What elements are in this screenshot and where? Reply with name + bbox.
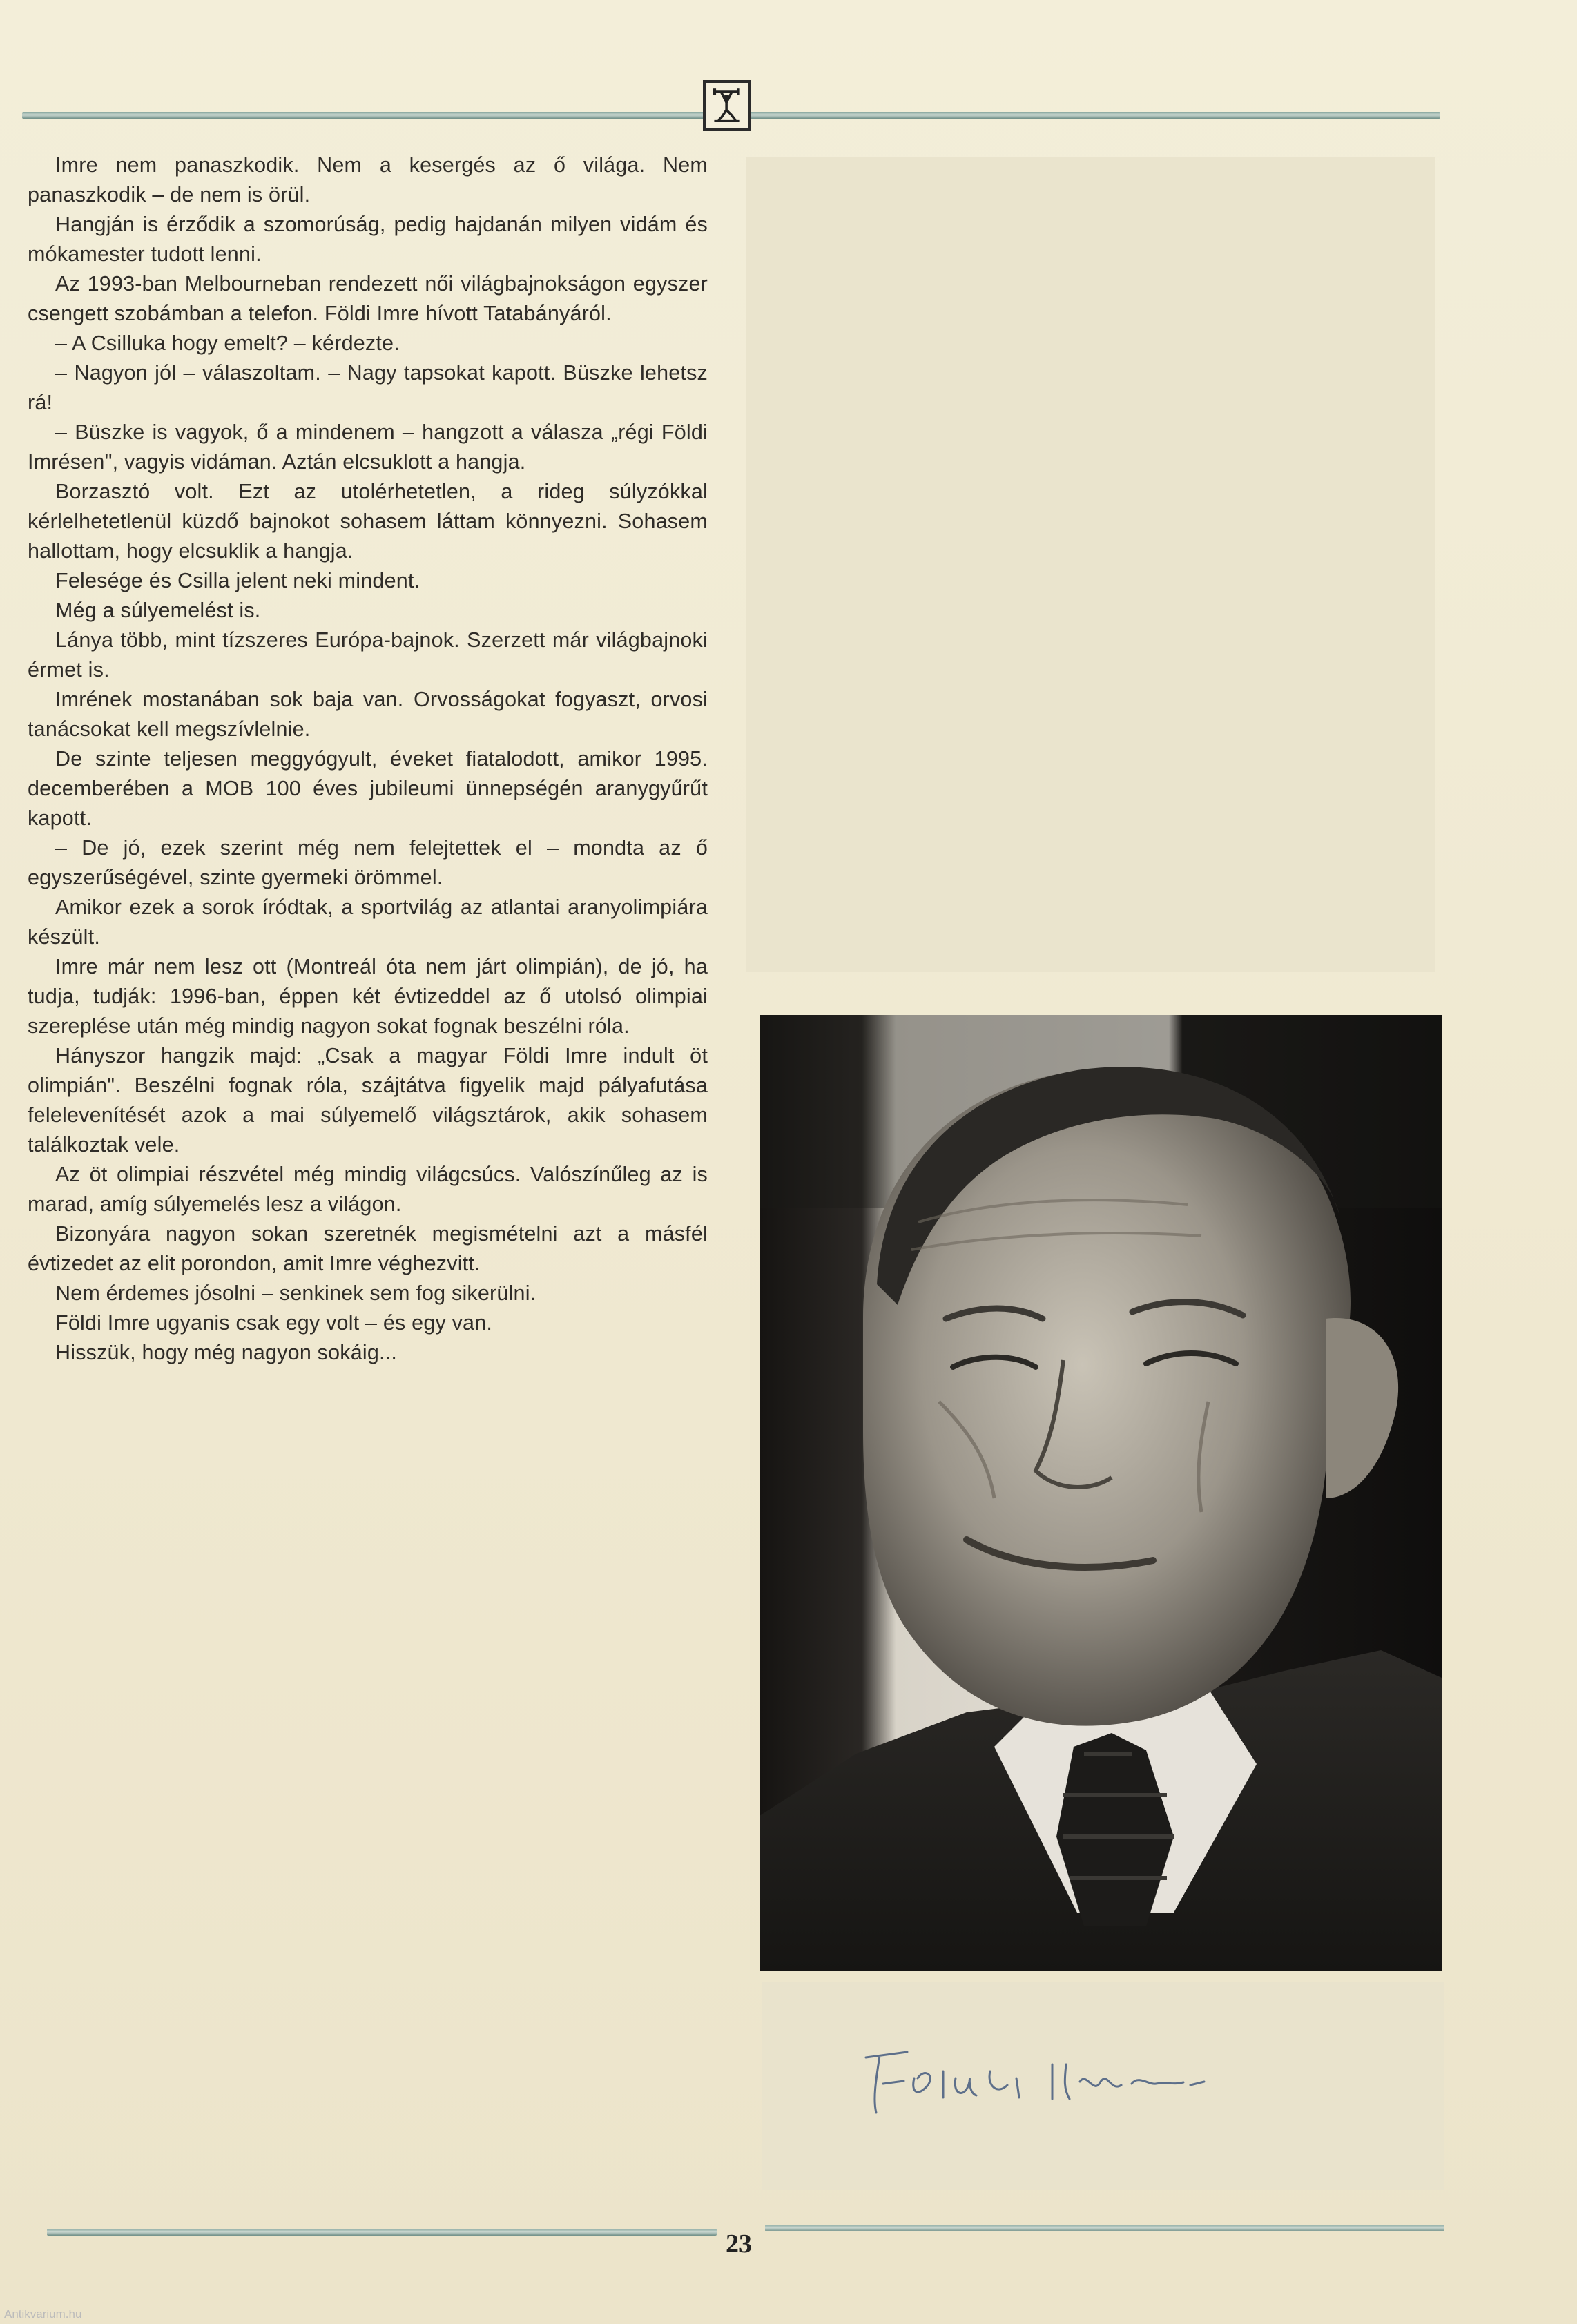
paragraph: Hisszük, hogy még nagyon sokáig... bbox=[55, 1341, 398, 1364]
signature bbox=[762, 1982, 1444, 2190]
bottom-rule-right bbox=[765, 2225, 1444, 2231]
weightlifter-icon bbox=[703, 80, 751, 131]
paragraph: Hányszor hangzik majd: „Csak a magyar Földi Imre indult öt olimpián". Beszélni fognak róla, szájtátva figyelik majd pályafutása felelevenítését azok a mai súlyemelő világsztárok, akik sohasem találkoztak vele. bbox=[28, 1044, 708, 1156]
paragraph: Imre nem panaszkodik. Nem a kesergés az ő világa. Nem panaszkodik – de nem is örül. bbox=[28, 153, 708, 206]
top-rule-left bbox=[22, 112, 704, 119]
paragraph: – Büszke is vagyok, ő a mindenem – hangzott a válasza „régi Földi Imrésen", vagyis vidáman. Aztán elcsuklott a hangja. bbox=[28, 420, 708, 474]
paragraph: – A Csilluka hogy emelt? – kérdezte. bbox=[55, 331, 400, 355]
page-number: 23 bbox=[726, 2229, 752, 2258]
paragraph: Amikor ezek a sorok íródtak, a sportvilág az atlantai aranyolimpiára készült. bbox=[28, 895, 708, 949]
paragraph: Földi Imre ugyanis csak egy volt – és egy van. bbox=[55, 1311, 493, 1335]
watermark: Antikvarium.hu bbox=[4, 2307, 82, 2321]
paragraph: – De jó, ezek szerint még nem felejtettek el – mondta az ő egyszerűségével, szinte gyermeki örömmel. bbox=[28, 836, 708, 889]
article-text bbox=[28, 151, 708, 1368]
top-rule-right bbox=[750, 112, 1440, 119]
paragraph: Az 1993-ban Melbourneban rendezett női világbajnokságon egyszer csengett szobámban a telefon. Földi Imre hívott Tatabányáról. bbox=[28, 272, 708, 325]
paragraph: Imrének mostanában sok baja van. Orvosságokat fogyaszt, orvosi tanácsokat kell megszívlelnie. bbox=[28, 688, 708, 741]
paragraph: Még a súlyemelést is. bbox=[55, 599, 261, 622]
paragraph: Hangján is érződik a szomorúság, pedig hajdanán milyen vidám és mókamester tudott lenni. bbox=[28, 213, 708, 266]
paragraph: Lánya több, mint tízszeres Európa-bajnok. Szerzett már világbajnoki érmet is. bbox=[28, 628, 708, 681]
bottom-rule-left bbox=[47, 2229, 717, 2236]
paragraph: Borzasztó volt. Ezt az utolérhetetlen, a rideg súlyzókkal kérlelhetetlenül küzdő bajnokot sohasem láttam könnyezni. Sohasem hallottam, hogy elcsuklik a hangja. bbox=[28, 480, 708, 563]
paragraph: Imre már nem lesz ott (Montreál óta nem járt olimpián), de jó, ha tudja, tudják: 1996-ban, éppen két évtizeddel az ő utolsó olimpiai szereplése után még mindig nagyon sokat fognak beszélni róla. bbox=[28, 955, 708, 1038]
paragraph: – Nagyon jól – válaszoltam. – Nagy tapsokat kapott. Büszke lehetsz rá! bbox=[28, 361, 708, 414]
paragraph: De szinte teljesen meggyógyult, éveket fiatalodott, amikor 1995. decemberében a MOB 100 éves jubileumi ünnepségén aranygyűrűt kapott. bbox=[28, 747, 708, 830]
paragraph: Bizonyára nagyon sokan szeretnék megismételni azt a másfél évtizedet az elit porondon, amit Imre véghezvitt. bbox=[28, 1222, 708, 1275]
portrait-photo bbox=[760, 1015, 1442, 1971]
decorative-panel bbox=[746, 157, 1435, 972]
paragraph: Nem érdemes jósolni – senkinek sem fog sikerülni. bbox=[55, 1281, 536, 1305]
paragraph: Az öt olimpiai részvétel még mindig világcsúcs. Valószínűleg az is marad, amíg súlyemelés lesz a világon. bbox=[28, 1163, 708, 1216]
paragraph: Felesége és Csilla jelent neki mindent. bbox=[55, 569, 420, 592]
